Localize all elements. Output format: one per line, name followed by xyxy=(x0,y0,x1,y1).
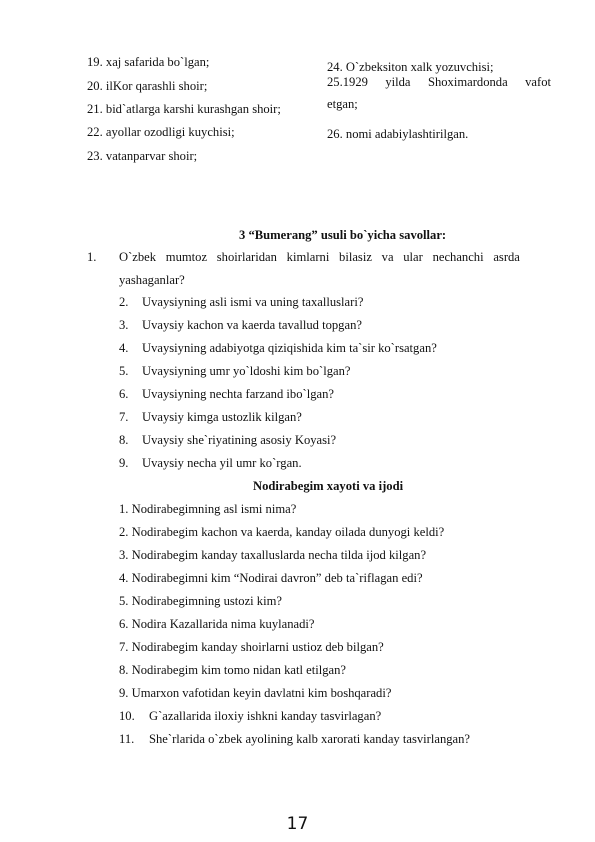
question-text: Uvaysiy necha yil umr ko`rgan. xyxy=(142,456,302,470)
question-item: 7. Nodirabegim kanday shoirlarni ustioz deb bilgan? xyxy=(119,640,384,654)
section-heading: 3 “Bumerang” usuli bo`yicha savollar: xyxy=(239,228,447,242)
word: vafot xyxy=(525,75,551,89)
word: Shoximardonda xyxy=(427,75,508,89)
question-number: 7. xyxy=(119,410,129,424)
list-item: 23. vatanparvar shoir; xyxy=(87,149,198,163)
question-number: 11. xyxy=(119,732,135,746)
question-text: She`rlarida o`zbek ayolining kalb xarorati kanday tasvirlangan? xyxy=(149,732,471,746)
question-item: 6. Nodira Kazallarida nima kuylanadi? xyxy=(119,617,315,631)
question-text: Uvaysiyning umr yo`ldoshi kim bo`lgan? xyxy=(142,364,351,378)
word: shoirlaridan xyxy=(216,250,277,264)
list-item: 22. ayollar ozodligi kuychisi; xyxy=(87,125,235,139)
list-item-justified xyxy=(327,75,551,90)
question-text: Uvaysiyning adabiyotga qiziqishida kim ta`sir ko`rsatgan? xyxy=(142,341,437,355)
question-text: Uvaysiyning nechta farzand ibo`lgan? xyxy=(142,387,334,401)
word: bilasiz xyxy=(339,250,372,264)
section-heading: Nodirabegim xayoti va ijodi xyxy=(253,479,404,493)
list-item: 21. bid`atlarga karshi kurashgan shoir; xyxy=(87,102,281,116)
question-number: 5. xyxy=(119,364,129,378)
question-item: 5. Nodirabegimning ustozi kim? xyxy=(119,594,282,608)
question-text: Uvaysiy kimga ustozlik kilgan? xyxy=(142,410,302,424)
question-text: Uvaysiy she`riyatining asosiy Koyasi? xyxy=(142,433,337,447)
question-number: 9. xyxy=(119,456,129,470)
question-number: 1. xyxy=(87,250,97,264)
word: asrda xyxy=(493,250,520,264)
word: nechanchi xyxy=(432,250,484,264)
question-number: 2. xyxy=(119,295,129,309)
list-item: 24. O`zbeksiton xalk yozuvchisi; xyxy=(327,60,494,74)
list-item: 19. xaj safarida bo`lgan; xyxy=(87,55,210,69)
question-item: 2. Nodirabegim kachon va kaerda, kanday oilada dunyogi keldi? xyxy=(119,525,445,539)
question-continuation: yashaganlar? xyxy=(119,273,185,287)
word: yilda xyxy=(385,75,411,89)
question-item: 4. Nodirabegimni kim “Nodirai davron” deb ta`riflagan edi? xyxy=(119,571,423,585)
word: kimlarni xyxy=(286,250,330,264)
question-number: 10. xyxy=(119,709,135,723)
question-item: 9. Umarxon vafotidan keyin davlatni kim boshqaradi? xyxy=(119,686,392,700)
list-item: 26. nomi adabiylashtirilgan. xyxy=(327,127,469,141)
list-item-continuation: etgan; xyxy=(327,97,358,111)
question-item: 3. Nodirabegim kanday taxalluslarda necha tilda ijod kilgan? xyxy=(119,548,427,562)
question-justified-line xyxy=(119,250,520,265)
question-number: 8. xyxy=(119,433,129,447)
question-number: 6. xyxy=(119,387,129,401)
question-text: Uvaysiy kachon va kaerda tavallud topgan? xyxy=(142,318,362,332)
word: 25.1929 xyxy=(327,75,368,89)
word: O`zbek xyxy=(119,250,157,264)
word: ular xyxy=(403,250,423,264)
page-number: 17 xyxy=(286,814,309,834)
question-text: G`azallarida iloxiy ishkni kanday tasvirlagan? xyxy=(149,709,382,723)
question-item: 8. Nodirabegim kim tomo nidan katl etilgan? xyxy=(119,663,346,677)
question-number: 4. xyxy=(119,341,129,355)
word: mumtoz xyxy=(165,250,208,264)
question-text: Uvaysiyning asli ismi va uning taxalluslari? xyxy=(142,295,364,309)
question-number: 3. xyxy=(119,318,129,332)
word: va xyxy=(381,250,394,264)
question-item: 1. Nodirabegimning asl ismi nima? xyxy=(119,502,297,516)
list-item: 20. ilKor qarashli shoir; xyxy=(87,79,208,93)
